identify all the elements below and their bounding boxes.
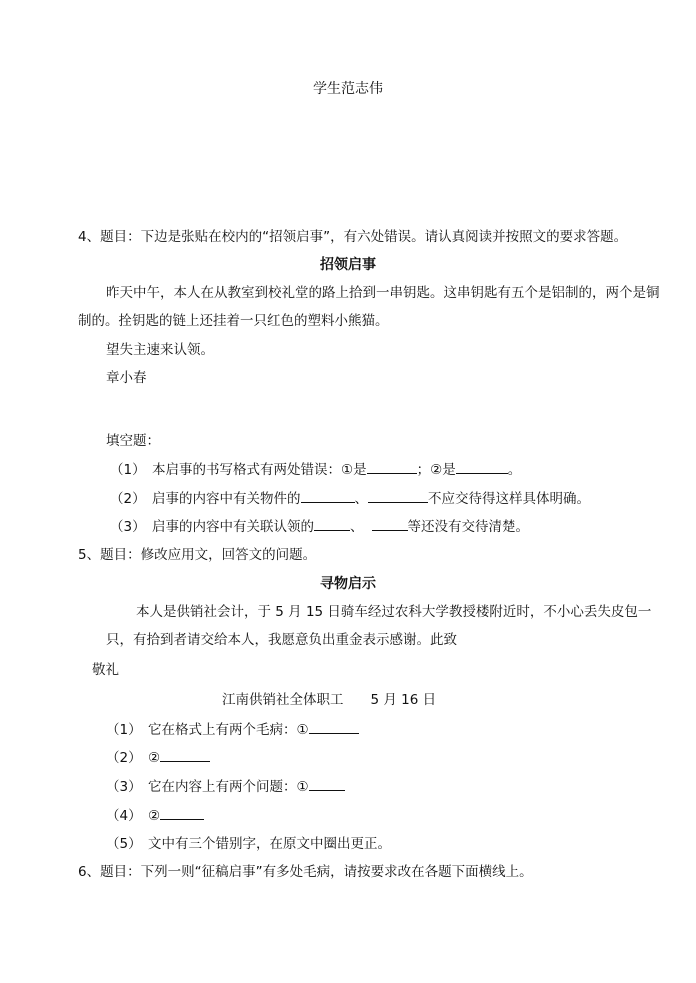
q4-stem: 4、题目：下边是张贴在校内的“招领启事”，有六处错误。请认真阅读并按照文的要求答题。 [78,229,628,245]
item-text: 文中有三个错别字，在原文中圈出更正。 [148,836,391,852]
item-number: （2） [110,491,146,507]
item-number: （1） [110,462,146,478]
item-text: 、 [350,519,364,535]
q5-item-5 [106,834,391,854]
item-text: 不应交待得这样具体明确。 [428,491,590,507]
item-text: 、 [354,491,368,507]
answer-blank[interactable] [372,516,408,531]
q4-body-line3: 望失主速来认领。 [106,342,214,358]
item-text: ；②是 [416,462,456,478]
q4-item-1 [110,459,521,480]
item-text: 启事的内容中有关物件的 [152,491,301,507]
q5-item-4 [106,805,204,826]
q5-item-3 [106,776,345,797]
answer-blank[interactable] [301,488,355,503]
item-text: 它在内容上有两个问题：① [148,779,309,795]
item-number: （4） [106,808,142,824]
answer-blank[interactable] [367,459,417,474]
q5-body-line1: 本人是供销社会计，于 5 月 15 日骑车经过农科大学教授楼附近时，不小心丢失皮包一 [136,604,652,620]
answer-blank[interactable] [160,747,210,762]
q6-stem: 6、题目：下列一则“征稿启事”有多处毛病，请按要求改在各题下面横线上。 [78,864,533,880]
q4-item-2 [110,488,590,509]
answer-blank[interactable] [314,516,350,531]
answer-blank[interactable] [456,459,508,474]
q5-item-2 [106,747,210,768]
q5-heading: 寻物启示 [320,576,376,592]
answer-blank[interactable] [309,776,345,791]
item-number: （3） [110,519,146,535]
item-text: 。 [507,462,522,478]
answer-blank[interactable] [160,805,204,820]
answer-blank[interactable] [309,719,359,734]
q4-body-line2: 制的。拴钥匙的链上还挂着一只红色的塑料小熊猫。 [78,313,389,329]
page-title: 学生范志伟 [313,81,383,97]
item-number: （5） [106,836,142,852]
q4-body-line1: 昨天中午，本人在从教室到校礼堂的路上拾到一串钥匙。这串钥匙有五个是铝制的，两个是铜 [106,285,660,301]
item-number: （2） [106,750,142,766]
item-text: 等还没有交待清楚。 [407,519,529,535]
q5-body-line2: 只，有拾到者请交给本人，我愿意负出重金表示感谢。此致 [106,632,457,648]
q4-signature: 章小春 [106,370,147,386]
q5-closing: 敬礼 [92,662,119,678]
q4-item-3 [110,516,529,537]
q4-fill-label: 填空题： [106,433,160,449]
q5-item-1 [106,719,359,740]
q5-signature: 江南供销社全体职工 5 月 16 日 [222,692,437,708]
item-text: 它在格式上有两个毛病：① [148,722,309,738]
item-number: （3） [106,779,142,795]
q4-heading: 招领启事 [320,257,376,273]
item-text: ② [148,808,161,824]
item-text: 本启事的书写格式有两处错误：①是 [152,462,367,478]
q5-stem: 5、题目：修改应用文，回答文的问题。 [78,547,317,563]
item-text: 启事的内容中有关联认领的 [152,519,314,535]
answer-blank[interactable] [368,488,428,503]
item-number: （1） [106,722,142,738]
item-text: ② [148,750,161,766]
